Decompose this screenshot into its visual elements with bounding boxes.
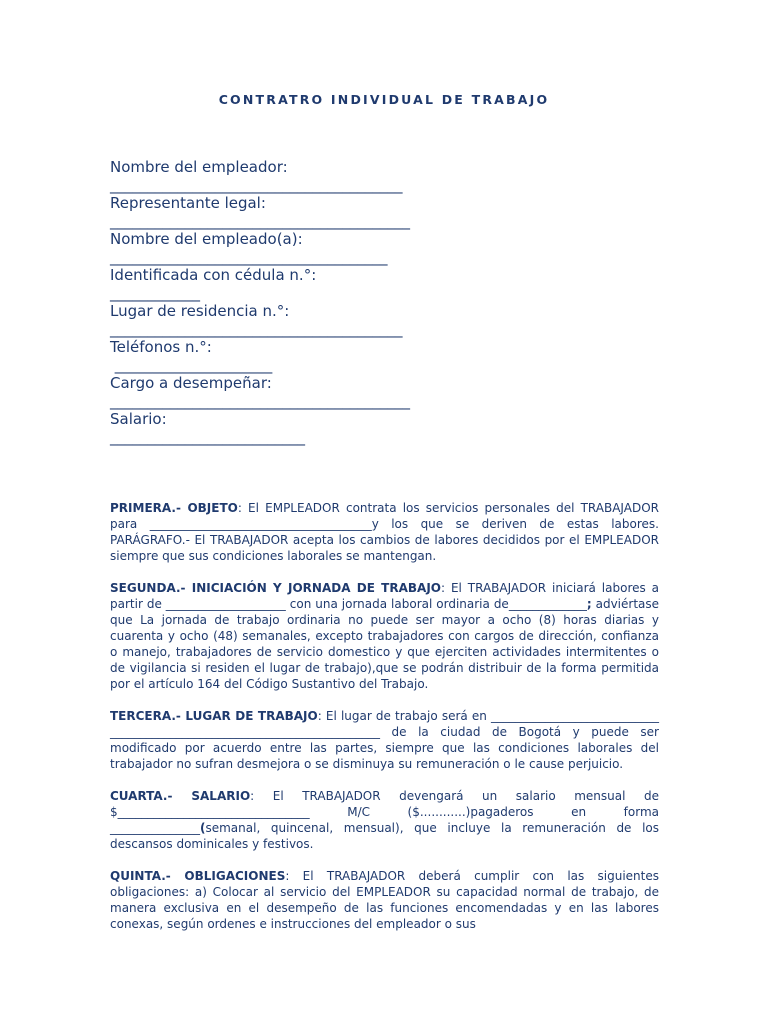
clause-cuarta	[110, 788, 659, 852]
clause-primera	[110, 500, 659, 564]
field-lugar-residencia	[110, 302, 670, 338]
field-label: Nombre del empleado(a):	[110, 230, 303, 248]
clause-text: y los que se deriven de estas labores. PARÁGRAFO.- El TRABAJADOR acepta los cambios de labores decididos por el EMPLEADOR siempre que sus condiciones laborales se mantengan.	[110, 517, 659, 563]
field-blank-line: _____________________	[110, 356, 273, 374]
clause-blank: ____________________	[165, 597, 286, 611]
field-label: Cargo a desempeñar:	[110, 374, 272, 392]
clause-punctuation: (	[200, 821, 206, 835]
clause-text: : El EMPLEADOR contrata los servicios personales del TRABAJADOR para	[110, 501, 659, 531]
clause-blank: ________________________________	[117, 805, 310, 819]
clause-heading: CUARTA.- SALARIO	[110, 789, 251, 803]
clause-quinta	[110, 868, 659, 932]
clause-tercera	[110, 708, 659, 772]
clause-text: adviértase que La jornada de trabajo ordinaria no puede ser mayor a ocho (8) horas diarias y cuarenta y ocho (48) semanales, excepto trabajadores con cargos de dirección, confianza o manejo, trabajadores de servicio domestico y que ejerciten actividades intermitentes o de vigilancia si residen el lugar de trabajo),que se podrán distribuir de la forma permitida por el artículo 164 del Código Sustantivo del Trabajo.	[110, 597, 660, 691]
clause-heading: PRIMERA.- OBJETO	[110, 501, 238, 515]
field-label: Salario:	[110, 410, 167, 428]
field-label: Identificada con cédula n.°:	[110, 266, 317, 284]
contract-clauses	[110, 500, 659, 948]
field-label: Teléfonos n.°:	[110, 338, 212, 356]
field-nombre-empleador	[110, 158, 670, 194]
clause-text: : El TRABAJADOR devengará un salario mensual de $	[110, 789, 659, 819]
clause-text: : El lugar de trabajo será en	[317, 709, 491, 723]
field-blank-line: ____________	[110, 284, 200, 302]
clause-blank: _____________	[508, 597, 587, 611]
field-cargo	[110, 374, 670, 410]
clause-heading: QUINTA.- OBLIGACIONES	[110, 869, 286, 883]
clause-text: semanal, quincenal, mensual), que incluye la remuneración de los descansos dominicales y festivos.	[110, 821, 659, 851]
clause-heading: SEGUNDA.- INICIACIÓN Y JORNADA DE TRABAJO	[110, 581, 441, 595]
clause-text: con una jornada laboral ordinaria de	[285, 597, 509, 611]
field-blank-line: _______________________________________	[110, 176, 403, 194]
document-title: CONTRATRO INDIVIDUAL DE TRABAJO	[218, 92, 550, 107]
field-blank-line: ________________________________________	[110, 212, 410, 230]
clause-punctuation: ;	[586, 597, 592, 611]
clause-text: M/C ($............)pagaderos en forma	[309, 805, 659, 819]
field-cedula	[110, 266, 670, 302]
clause-heading: TERCERA.- LUGAR DE TRABAJO	[110, 709, 318, 723]
field-blank-line: __________________________	[110, 428, 305, 446]
field-label: Representante legal:	[110, 194, 266, 212]
field-salario	[110, 410, 670, 446]
clause-text: : El TRABAJADOR deberá cumplir con las siguientes obligaciones: a) Colocar al servicio del EMPLEADOR su capacidad normal de trabajo, de manera exclusiva en el desempeño de las funciones encomendadas y en las labores conexas, según ordenes e instrucciones del empleador o sus	[110, 869, 660, 931]
field-label: Nombre del empleador:	[110, 158, 288, 176]
field-blank-line: _____________________________________	[110, 248, 388, 266]
field-blank-line: _______________________________________	[110, 320, 403, 338]
field-telefonos	[110, 338, 670, 374]
clause-blank: _______________	[110, 821, 200, 835]
field-representante-legal	[110, 194, 670, 230]
field-nombre-empleado	[110, 230, 670, 266]
field-label: Lugar de residencia n.°:	[110, 302, 290, 320]
clause-text: : El TRABAJADOR iniciará labores a partir de	[110, 581, 659, 611]
header-fields	[110, 158, 670, 446]
clause-blank: _____________________________________	[149, 517, 372, 531]
clause-text: de la ciudad de Bogotá y puede ser modificado por acuerdo entre las partes, siempre que las condiciones laborales del trabajador no sufran desmejora o se disminuya su remuneración o le cause perjuicio.	[110, 725, 659, 771]
clause-blank: _________________________________________________________________________	[110, 709, 659, 739]
clause-segunda	[110, 580, 659, 692]
field-blank-line: ________________________________________	[110, 392, 410, 410]
